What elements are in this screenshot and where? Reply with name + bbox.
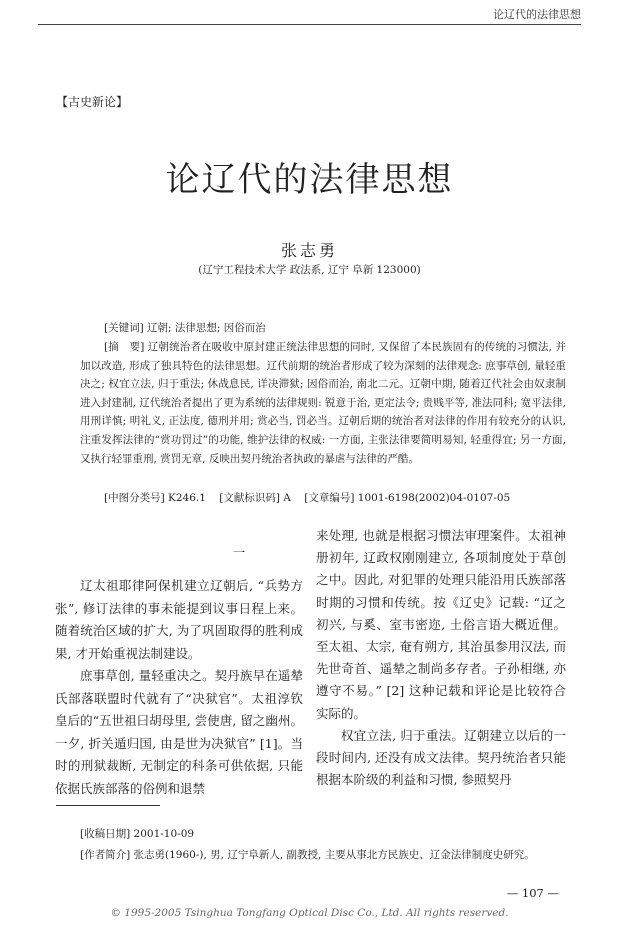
article-number: [文章编号] 1001-6198(2002)04-0107-05 (304, 492, 511, 504)
body-paragraph: 辽太祖耶律阿保机建立辽朝后, “兵势方张”, 修订法律的事未能提到议事日程上来。随着统治区域的扩大, 为了巩固取得的胜利成果, 才开始重视法制建设。 (55, 578, 303, 661)
section-heading: 一 (232, 545, 246, 560)
abstract: [摘 要] 辽朝统治者在吸收中原封建正统法律思想的同时, 又保留了本民族固有的传统的习惯法, 并加以改造, 形成了独具特色的法律思想。辽代前期的统治者形成了较为深刻的法律观念: 庶事草创, 量轻重决之; 权宜立法, 归于重法; 休战息民, 详决滞狱; 因俗而治, 南北二元。辽朝中期, 随着辽代社会由奴隶制进入封建制, 辽代统治者提出了更为系统的法律规则: 锐意于治, 更定法令; 贵贱平等, 准法同科; 宽平法律, 用刑详慎; 明礼义, 正法度, 德刑并用; 赏必当, 罚必当。辽朝后期的统治者对法律的作用有较充分的认识, 注重发挥法律的“赏功罚过”的功能, 维护法律的权威: 一方面, 主张法律要简明易知, 轻重得宜; 另一方面, 又执行轻罪重刑, 赏罚无章, 反映出契丹统治者执政的暴虐与法律的严酷。 (80, 341, 566, 465)
header-rule (38, 24, 581, 25)
copyright-notice: © 1995-2005 Tsinghua Tongfang Optical Disc Co., Ltd. All rights reserved. (110, 907, 509, 919)
classification-line (104, 490, 520, 505)
section-tag: 【古史新论】 (56, 95, 129, 109)
article-title: 论辽代的法律思想 (165, 160, 454, 200)
clc-number: [中图分类号] K246.1 (104, 492, 206, 504)
body-paragraph: 来处理, 也就是根据习惯法审理案件。太祖神册初年, 辽政权刚刚建立, 各项制度处于草创之中。因此, 对犯罪的处理只能沿用氏族部落时期的习惯和传统。按《辽史》记载: “辽之初兴, 与奚、室韦密迩, 土俗言语大概近俚。至太祖、太宗, 奄有朔方, 其治虽参用汉法, 而先世奇首、遥辇之制尚多存者。子孙相继, 亦遵守不易。” [2] 这种记载和评论是比较符合实际的。 (316, 528, 566, 721)
document-code: [文献标识码] A (219, 492, 291, 504)
footnote-author-bio: [作者简介] 张志勇(1960-), 男, 辽宁阜新人, 副教授, 主要从事北方民族史、辽金法律制度史研究。 (80, 849, 535, 861)
body-paragraph: 庶事草创, 量轻重决之。契丹族早在遥辇氏部落联盟时代就有了“决狱官”。太祖淳钦皇后的“五世祖曰胡母里, 尝使唐, 留之幽州。一夕, 折关遁归国, 由是世为决狱官” [1]。当时的刑狱裁断, 无制定的科条可供依据, 只能依据氏族部落的俗例和退禁 (55, 668, 303, 796)
author-affiliation: (辽宁工程技术大学 政法系, 辽宁 阜新 123000) (198, 264, 421, 276)
body-column-right (316, 525, 566, 791)
author-name: 张志勇 (280, 241, 338, 260)
running-title: 论辽代的法律思想 (493, 8, 581, 21)
keywords: [关键词] 辽朝; 法律思想; 因俗而治 (104, 322, 266, 334)
footnote-received-date: [收稿日期] 2001-10-09 (80, 828, 195, 840)
footnote-rule (56, 805, 160, 806)
body-column-left (55, 545, 303, 800)
page-number: — 107 — (506, 886, 559, 900)
body-paragraph: 权宜立法, 归于重法。辽朝建立以后的一段时间内, 还没有成文法律。契丹统治者只能根据本阶级的利益和习惯, 参照契丹 (316, 727, 566, 788)
